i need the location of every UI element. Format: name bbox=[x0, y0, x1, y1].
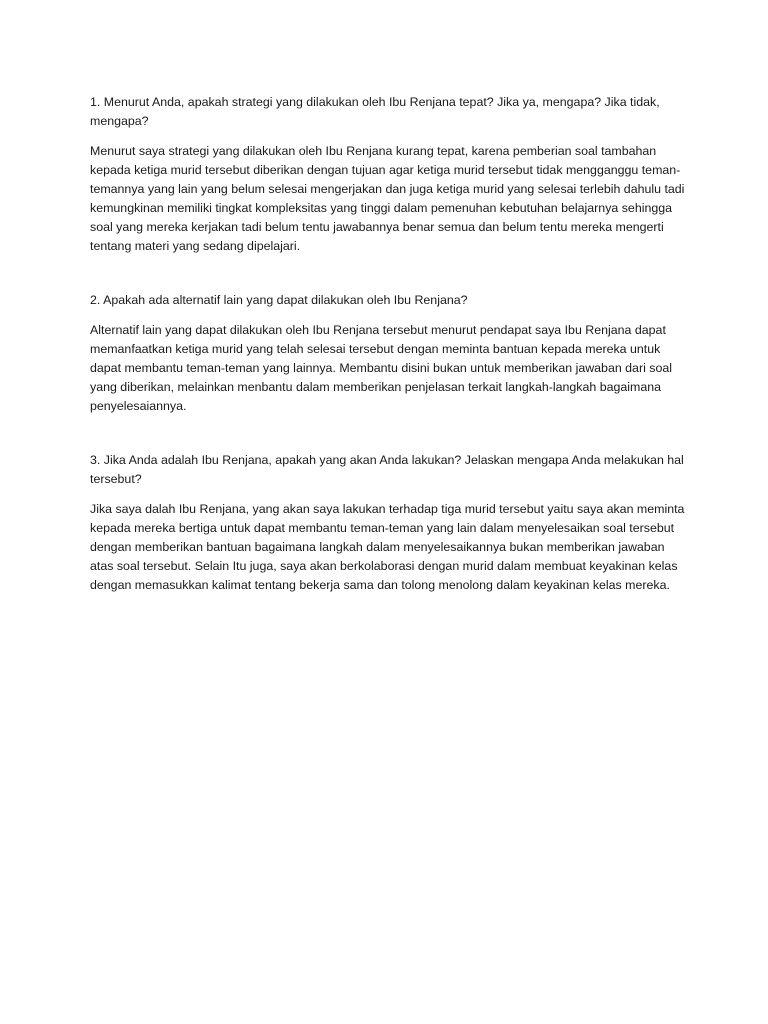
answer-3: Jika saya dalah Ibu Renjana, yang akan saya lakukan terhadap tiga murid tersebut yaitu saya akan meminta kepada mereka bertiga untuk dapat membantu teman-teman yang lain dalam menyelesaikan soal tersebut dengan memberikan bantuan bagaimana langkah dalam menyelesaikannya bukan memberikan jawaban atas soal tersebut. Selain Itu juga, saya akan berkolaborasi dengan murid dalam membuat keyakinan kelas dengan memasukkan kalimat tentang bekerja sama dan tolong menolong dalam keyakinan kelas mereka. bbox=[90, 502, 685, 592]
question-1: 1. Menurut Anda, apakah strategi yang dilakukan oleh Ibu Renjana tepat? Jika ya, mengapa? Jika tidak, mengapa? bbox=[90, 95, 660, 128]
qa-item-1 bbox=[90, 93, 685, 256]
question-2: 2. Apakah ada alternatif lain yang dapat dilakukan oleh Ibu Renjana? bbox=[90, 293, 468, 307]
answer-2: Alternatif lain yang dapat dilakukan oleh Ibu Renjana tersebut menurut pendapat saya Ibu Renjana dapat memanfaatkan ketiga murid yang telah selesai tersebut dengan meminta bantuan kepada mereka untuk dapat membantu teman-teman yang lainnya. Membantu disini bukan untuk memberikan jawaban dari soal yang diberikan, melainkan menbantu dalam memberikan penjelasan terkait langkah-langkah bagaimana penyelesaiannya. bbox=[90, 323, 673, 413]
qa-item-2 bbox=[90, 291, 685, 416]
qa-item-3 bbox=[90, 451, 685, 595]
answer-1: Menurut saya strategi yang dilakukan oleh Ibu Renjana kurang tepat, karena pemberian soal tambahan kepada ketiga murid tersebut diberikan dengan tujuan agar ketiga murid tersebut tidak mengganggu teman-temannya yang lain yang belum selesai mengerjakan dan juga ketiga murid yang selesai terlebih dahulu tadi kemungkinan memiliki tingkat kompleksitas yang tinggi dalam pemenuhan kebutuhan belajarnya sehingga soal yang mereka kerjakan tadi belum tentu jawabannya benar semua dan belum tentu mereka mengerti tentang materi yang sedang dipelajari. bbox=[90, 144, 685, 253]
document-page bbox=[90, 93, 685, 630]
question-3: 3. Jika Anda adalah Ibu Renjana, apakah yang akan Anda lakukan? Jelaskan mengapa Anda melakukan hal tersebut? bbox=[90, 453, 684, 486]
